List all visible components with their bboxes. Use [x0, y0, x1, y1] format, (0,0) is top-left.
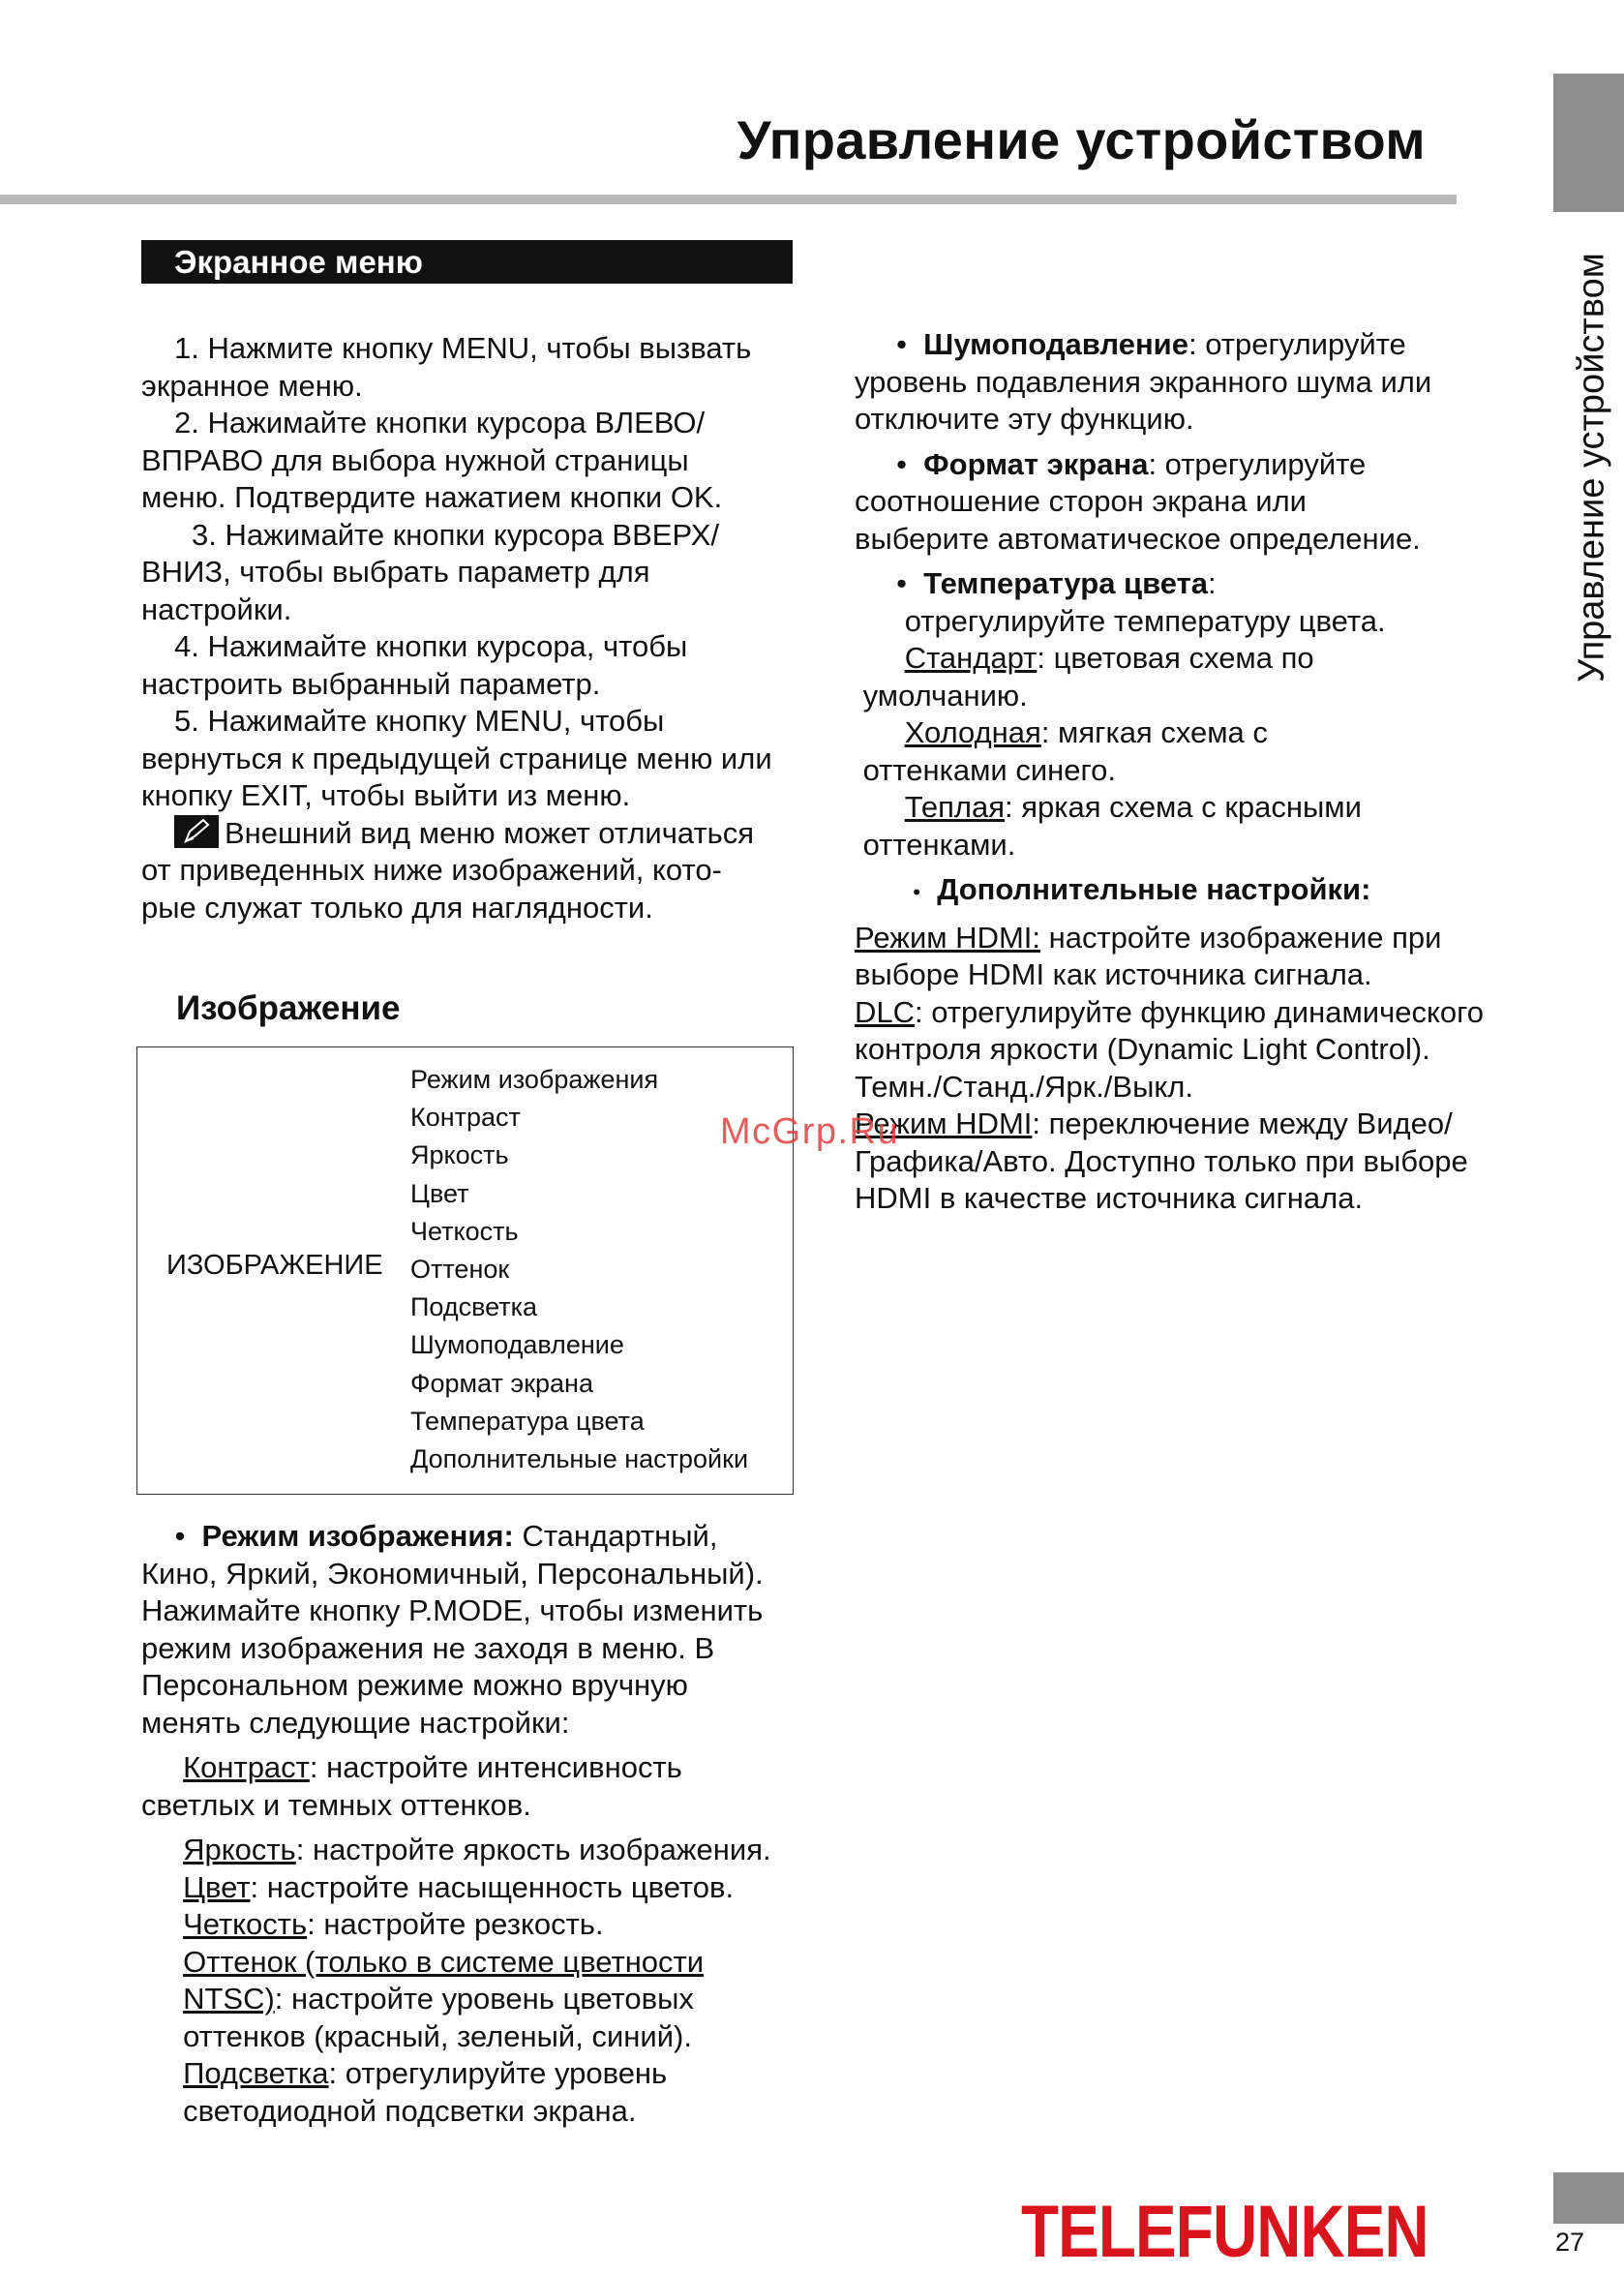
brightness-desc: [141, 1832, 809, 1869]
tint-desc: [141, 1944, 809, 1982]
menu-item: Температура цвета: [410, 1406, 645, 1436]
page-title: Управление устройством: [737, 109, 1426, 170]
tint-text-cont: оттенков (красный, зеленый, синий).: [183, 2018, 692, 2053]
picture-mode-line: менять следующие настройки:: [141, 1705, 570, 1740]
tint-line: [141, 2018, 809, 2056]
hdmi-mode-desc: [855, 920, 1551, 957]
warm-text: : яркая схема с красными: [1005, 790, 1362, 824]
contrast-text: : настройте интенсивность: [309, 1750, 682, 1784]
steps-block: [141, 330, 809, 926]
step-line: кнопку EXIT, чтобы выйти из меню.: [141, 778, 631, 812]
picture-mode-line: [141, 1518, 809, 1556]
menu-item: Формат экрана: [410, 1368, 593, 1398]
dlc-line: контроля яркости (Dynamic Light Control).: [855, 1032, 1430, 1066]
title-rule: [0, 195, 1457, 204]
cool-text-cont: оттенками синего.: [862, 752, 1116, 787]
tint-term: Оттенок (только в системе цветности: [183, 1944, 705, 1979]
hdmi-mode2-line: Графика/Авто. Доступно только при выборе: [855, 1143, 1468, 1178]
note-line: рые служат только для наглядности.: [141, 890, 653, 925]
color-temp-text: отрегулируйте температуру цвета.: [904, 603, 1386, 638]
watermark: McGrp.Ru: [720, 1111, 900, 1152]
dlc-desc: [855, 994, 1551, 1032]
warm-text-cont: оттенками.: [862, 827, 1016, 862]
right-column: [855, 326, 1551, 1218]
color-term: Цвет: [183, 1869, 251, 1904]
backlight-term: Подсветка: [183, 2056, 329, 2090]
bullet: •: [896, 446, 907, 481]
noise-line: отключите эту функцию.: [855, 402, 1194, 436]
image-section-heading: Изображение: [176, 989, 401, 1027]
sharpness-term: Четкость: [183, 1907, 308, 1941]
cool-term: Холодная: [904, 715, 1041, 749]
brightness-text: : настройте яркость изображения.: [295, 1833, 771, 1866]
standard-text: : цветовая схема по: [1037, 641, 1314, 675]
aspect-line: соотношение сторон экрана или: [855, 484, 1307, 518]
hdmi-mode-term: Режим HDMI:: [855, 920, 1041, 955]
cool-text: : мягкая схема с: [1040, 715, 1268, 749]
tint-text: : настройте уровень цветовых: [274, 1982, 694, 2016]
bullet: •: [896, 566, 907, 600]
hdmi-mode2-term: Режим HDMI: [855, 1107, 1033, 1140]
color-temp-term: Температура цвета: [923, 566, 1209, 600]
step-line: 4. Нажимайте кнопки курсора, чтобы: [174, 629, 688, 663]
hdmi-mode-line: выборе HDMI как источника сигнала.: [855, 957, 1372, 991]
hdmi-mode2-desc: [855, 1106, 1551, 1143]
standard-line: [855, 678, 1551, 715]
color-temp-desc: [855, 565, 1551, 603]
step-line: настройки.: [141, 591, 292, 626]
contrast-desc: [141, 1749, 809, 1787]
sharpness-text: : настройте резкость.: [307, 1907, 604, 1941]
warm-line: [855, 827, 1551, 864]
standard-term: Стандарт: [904, 641, 1038, 675]
note: [141, 815, 809, 853]
noise-line: уровень подавления экранного шума или: [855, 364, 1432, 399]
cool-line: [855, 752, 1551, 790]
hdmi-mode2-line: HDMI в качестве источника сигнала.: [855, 1181, 1364, 1215]
picture-mode-line: Нажимайте кнопку P.MODE, чтобы изменить: [141, 1593, 764, 1627]
dlc-term: DLC: [855, 994, 916, 1029]
color-temp-line: [855, 603, 1551, 641]
picture-settings-block: [141, 1518, 809, 2130]
menu-item: Контраст: [410, 1103, 521, 1133]
note-text: Внешний вид меню может отличаться: [225, 815, 755, 850]
menu-diagram: [136, 1046, 794, 1495]
step-line: экранное меню.: [141, 368, 363, 403]
side-section-label: [1573, 237, 1611, 697]
page-number: 27: [1555, 2228, 1585, 2257]
step-line: 1. Нажмите кнопку MENU, чтобы вызвать: [174, 331, 752, 365]
contrast-line: светлых и темных оттенков.: [141, 1787, 531, 1822]
backlight-desc: [141, 2055, 809, 2093]
picture-mode-line: режим изображения не заходя в меню. В: [141, 1630, 715, 1665]
sharpness-desc: [141, 1906, 809, 1944]
note-line: от приведенных ниже изображений, кото-: [141, 853, 722, 887]
side-tab-marker: [1553, 74, 1624, 212]
noise-desc: [855, 326, 1551, 364]
brightness-term: Яркость: [183, 1833, 296, 1866]
section-header: Экранное меню: [141, 240, 793, 284]
aspect-desc: [855, 446, 1551, 484]
backlight-line: [141, 2093, 809, 2131]
color-desc: [141, 1869, 809, 1907]
menu-item: Режим изображения: [410, 1065, 659, 1094]
warm-desc: [855, 789, 1551, 827]
warm-term: Теплая: [904, 790, 1006, 824]
advanced-heading: [855, 871, 1551, 912]
dlc-text: : отрегулируйте функцию динамического: [915, 994, 1485, 1029]
standard-text-cont: умолчанию.: [862, 678, 1028, 713]
menu-item: Подсветка: [410, 1292, 538, 1322]
picture-mode-term: Режим изображения:: [201, 1519, 514, 1553]
standard-desc: [855, 640, 1551, 678]
step-line: меню. Подтвердите нажатием кнопки OK.: [141, 480, 723, 514]
step-line: ВПРАВО для выбора нужной страницы: [141, 442, 689, 477]
step-line: ВНИЗ, чтобы выбрать параметр для: [141, 555, 650, 589]
cool-desc: [855, 714, 1551, 752]
color-temp-colon: :: [1208, 566, 1217, 600]
menu-item: Четкость: [410, 1216, 519, 1246]
tint-term-cont: NTSC): [183, 1982, 275, 2016]
step-line: 3. Нажимайте кнопки курсора ВВЕРХ/: [192, 517, 720, 552]
menu-group-label: ИЗОБРАЖЕНИЕ: [166, 1250, 383, 1281]
color-text: : настройте насыщенность цветов.: [250, 1869, 735, 1904]
advanced-term: Дополнительные настройки:: [937, 872, 1371, 906]
menu-item-list: [410, 1061, 748, 1478]
contrast-term: Контраст: [183, 1750, 310, 1784]
noise-term: Шумоподавление: [923, 327, 1188, 361]
hdmi-mode2-text: : переключение между Видео/: [1032, 1107, 1453, 1140]
menu-item: Шумоподавление: [410, 1330, 624, 1360]
tint-line: [141, 1981, 809, 2018]
picture-mode-line: Персональном режиме можно вручную: [141, 1668, 688, 1702]
bullet: •: [174, 1519, 186, 1553]
page-tab-marker: [1553, 2172, 1624, 2224]
picture-mode-text: Стандартный,: [513, 1519, 718, 1553]
hdmi-mode-text: настройте изображение при: [1040, 920, 1442, 955]
picture-mode-line: Кино, Яркий, Экономичный, Персональный).: [141, 1556, 764, 1591]
noise-text: : отрегулируйте: [1188, 327, 1406, 361]
backlight-text: : отрегулируйте уровень: [328, 2056, 668, 2090]
step-line: настроить выбранный параметр.: [141, 666, 601, 701]
menu-item: Яркость: [410, 1140, 509, 1170]
menu-item: Оттенок: [410, 1255, 510, 1285]
aspect-text: : отрегулируйте: [1148, 446, 1367, 481]
pencil-note-icon: [174, 815, 219, 848]
menu-item: Дополнительные настройки: [410, 1444, 749, 1474]
step-line: 2. Нажимайте кнопки курсора ВЛЕВО/: [174, 406, 706, 440]
step-line: вернуться к предыдущей странице меню или: [141, 741, 772, 775]
aspect-term: Формат экрана: [923, 446, 1149, 481]
bullet: •: [913, 880, 920, 904]
aspect-line: выберите автоматическое определение.: [855, 521, 1421, 556]
step-line: 5. Нажимайте кнопку MENU, чтобы: [174, 704, 665, 738]
brand-logo: TELEFUNKEN: [1021, 2191, 1429, 2273]
side-label-text: Управление устройством: [1571, 252, 1612, 682]
bullet: •: [896, 327, 907, 361]
backlight-text-cont: светодиодной подсветки экрана.: [183, 2093, 637, 2128]
menu-item: Цвет: [410, 1178, 469, 1208]
dlc-line: Темн./Станд./Ярк./Выкл.: [855, 1069, 1193, 1104]
